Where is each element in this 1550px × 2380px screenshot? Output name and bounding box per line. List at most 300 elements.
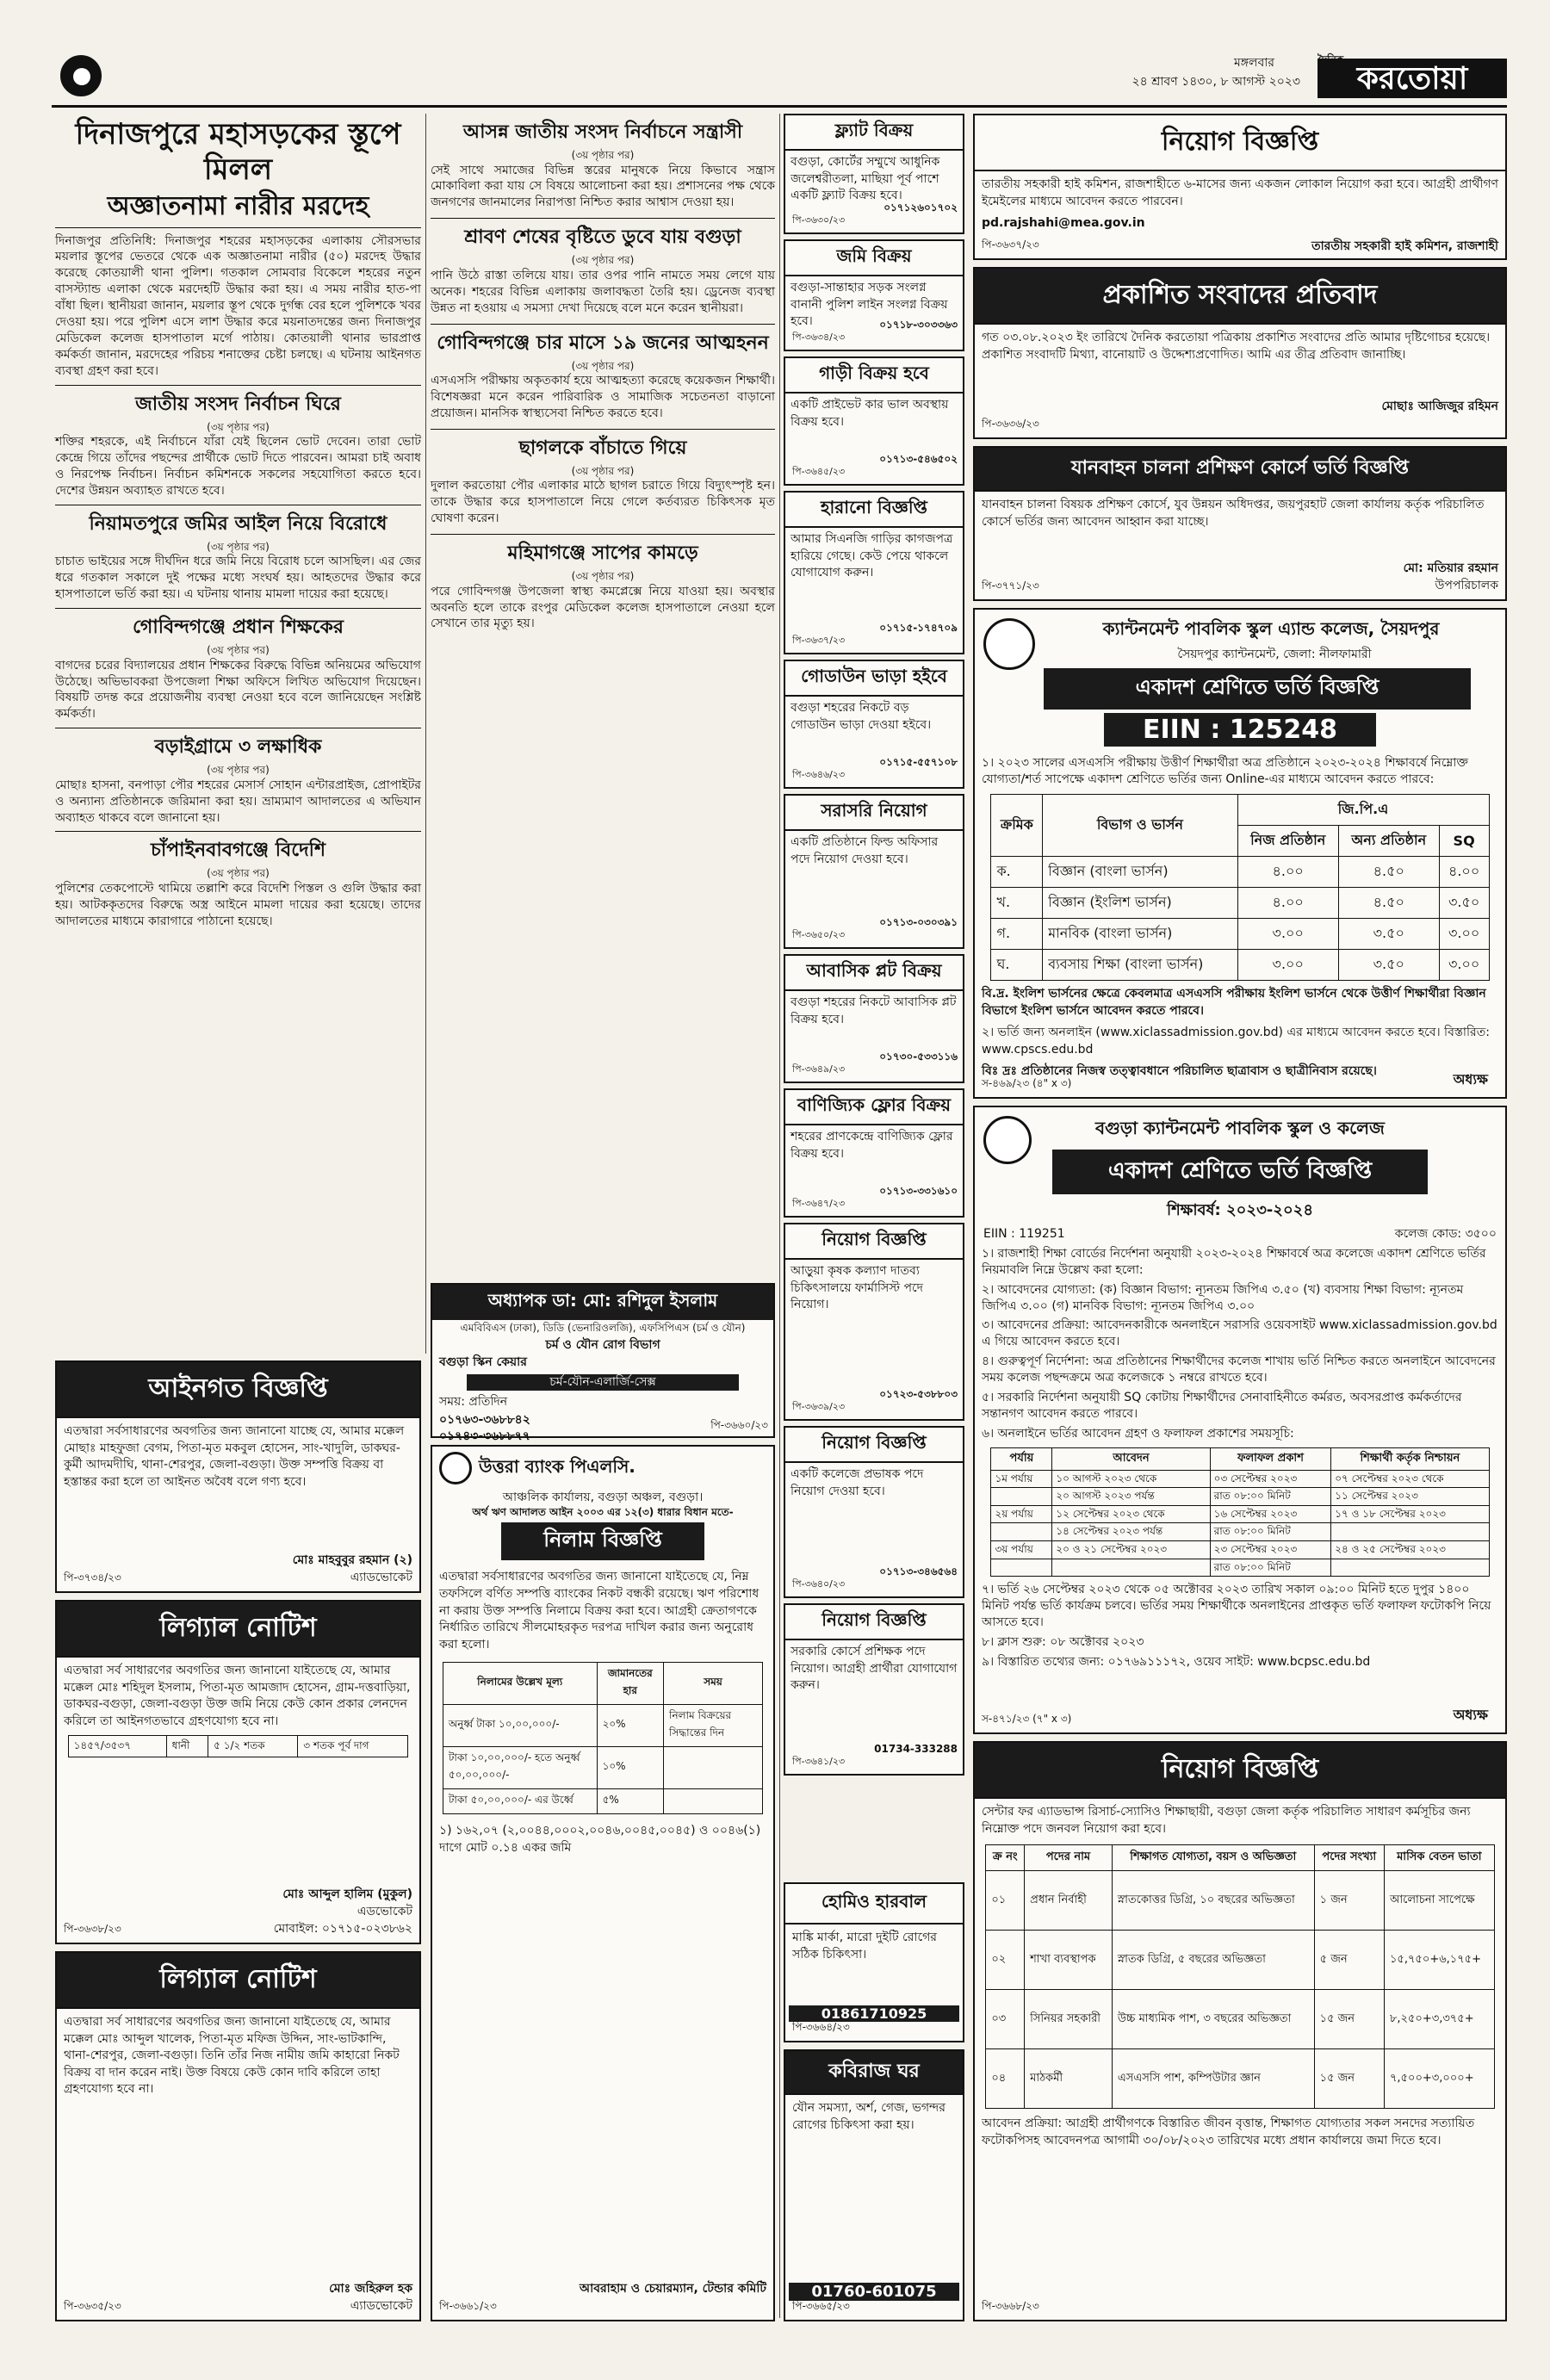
article-body: চাচাত ভাইয়ের সঙ্গে দীর্ঘদিন ধরে জমি নিয়ে বিরোধ চলে আসছিল। এর জের ধরে গতকাল সকালে দুই পক্ষের মধ্যে সংঘর্ষ হয়। আহতদের উদ্ধার করে হাসপাতালে ভর্তি করা হয়। এ ঘটনায় থানায় মামলা দায়ের করা হয়েছে। — [55, 555, 421, 602]
doctor-specialty: চর্ম ও যৌন রোগ বিভাগ — [545, 1337, 660, 1352]
table-cell: সিনিয়র সহকারী — [1025, 1990, 1113, 2049]
article-title: আসন্ন জাতীয় সংসদ নির্বাচনে সন্ত্রাসী — [462, 121, 743, 143]
table-cell: উচ্চ মাধ্যমিক পাশ, ৩ বছরের অভিজ্ঞতা — [1112, 1990, 1314, 2049]
ad-title: যানবাহন চালনা প্রশিক্ষণ কোর্সে ভর্তি বিজ্ঞপ্তি — [975, 448, 1505, 492]
table-header: শিক্ষাগত যোগ্যতা, বয়স ও অভিজ্ঞতা — [1112, 1845, 1314, 1871]
article-title: বড়াইগ্রামে ৩ লক্ষাধিক — [154, 735, 322, 759]
table-cell: এসএসসি পাশ, কম্পিউটার জ্ঞান — [1112, 2049, 1314, 2109]
note-item: ৯। বিস্তারিত তথ্যের জন্য: ০১৭৬৯১১১৭২, ওয়েব সাইট: www.bcpsc.edu.bd — [982, 1654, 1371, 1669]
ad-phone[interactable]: 01861710925 — [789, 2005, 959, 2022]
table-cell: টাকা ১০,০০,০০০/- হতে অনুর্ধ্ব ৫০,০০,০০০/- — [443, 1747, 597, 1789]
ad-title: হোমিও হারবাল — [785, 1884, 963, 1924]
table-header: অন্য প্রতিষ্ঠান — [1338, 826, 1439, 857]
ad-ref: পি-৩৬৩৬/২৩ — [982, 418, 1039, 430]
table-cell: ব্যবসায় শিক্ষা (বাংলা ভার্সন) — [1043, 950, 1237, 981]
table-cell — [1052, 1559, 1210, 1577]
table-cell: বিজ্ঞান (ইংলিশ ভার্সন) — [1043, 888, 1237, 919]
ad-signer: মোঃ আব্দুল হালিম (মুকুল) — [282, 1887, 412, 1902]
hostel-note: বিঃ দ্রঃ প্রতিষ্ঠানের নিজস্ব তত্ত্বাবধানে পরিচালিত ছাত্রাবাস ও ছাত্রীনিবাস রয়েছে। — [982, 1064, 1377, 1079]
ad-body: আমার সিএনজি গাড়ির কাগজপত্র হারিয়ে গেছে। কেউ পেয়ে থাকলে যোগাযোগ করুন। — [790, 532, 953, 580]
apply-line: ২। ভর্তি জন্য অনলাইন (www.xiclassadmission.gov.bd) এর মাধ্যমে আবেদন করতে হবে। বিস্তারিত: www.cpscs.edu.bd — [982, 1026, 1490, 1057]
ad-ref: পি-৩৬৬৮/২৩ — [982, 2300, 1039, 2312]
ad-body: একটি প্রতিষ্ঠানে ফিল্ড অফিসার পদে নিয়োগ দেওয়া হবে। — [790, 835, 939, 866]
auction-schedule: ১) ১৬২,০৭ (২,০০৪৪,০০০২,০০৪৬,০০৪৫,০০৪৫) ও ০০৪৬(১) দাগে মোট ০.১৪ একর জমি — [439, 1824, 761, 1856]
ad-title: আইনগত বিজ্ঞপ্তি — [57, 1362, 419, 1418]
table-row — [443, 1789, 762, 1814]
table-header: আবেদন — [1052, 1447, 1210, 1470]
ad-phone[interactable]: ০১৭১৩-৫৪৬৫০২ — [879, 453, 958, 466]
rule-item: ৬। অনলাইনে ভর্তির আবেদন গ্রহণ ও ফলাফল প্রকাশের সময়সূচি: — [982, 1426, 1294, 1441]
article-body: বাগদের চরের বিদ্যালয়ের প্রধান শিক্ষকের বিরুদ্ধে বিভিন্ন অনিয়মের অভিযোগ উঠেছে। অভিভাবকরা উপজেলা শিক্ষা অফিসে লিখিত অভিযোগ দিয়েছেন। বিষয়টি তদন্ত করে প্রয়োজনীয় ব্যবস্থা নেওয়া হবে বলে জানিয়েছেন সংশ্লিষ্ট কর্মকর্তা। — [55, 658, 421, 722]
ad-phone[interactable]: ০১৭১৮-৩০৩৩৬৩ — [879, 319, 958, 332]
driving-ad — [973, 446, 1507, 601]
ad-body: গত ০৩.০৮.২০২৩ ইং তারিখে দৈনিক করতোয়া পত্রিকায় প্রকাশিত সংবাদের প্রতি আমার দৃষ্টিগোচর হয়েছে। প্রকাশিত সংবাদটি মিথ্যা, বানোয়াট ও উদ্দেশ্যপ্রণোদিত। আমি এর তীব্র প্রতিবাদ জানাচ্ছি। — [982, 331, 1491, 362]
table-cell — [991, 1488, 1052, 1506]
ad-body: বগুড়া-সান্তাহার সড়ক সংলগ্ন বানানী পুলিশ লাইন সংলগ্ন বিক্রয় হবে। — [790, 281, 948, 329]
ad-body: এতদ্বারা সর্ব সাধারণের অবগতির জন্য জানানো যাইতেছে যে, আমার মক্কেল মোঃ আব্দুল খালেক, পিতা-মৃত মফিজ উদ্দিন, সাং-ভাটকান্দি, থানা-শেরপুর, জেলা-বগুড়া। তিনি তাঁর নিজ নামীয় জমি কাহারো নিকট বিক্রয় বা দান করেন নাই। উক্ত বিষয়ে কেউ কোন দাবি করিলে তাহা গ্রহণযোগ্য হবে না। — [64, 2015, 400, 2097]
table-cell — [991, 1523, 1052, 1541]
ad-title: নিয়োগ বিজ্ঞপ্তি — [785, 1605, 963, 1640]
table-cell: প্রধান নির্বাহী — [1025, 1871, 1113, 1931]
ad-ref: পি-৩৬৩৯/২৩ — [792, 1401, 846, 1412]
ad-phone[interactable]: ০১৭১৫-১৭৪৭০৯ — [879, 622, 958, 635]
table-header: SQ — [1439, 826, 1489, 857]
table-row — [986, 1990, 1494, 2049]
table-cell: নিলাম বিক্রয়ের সিদ্ধান্তের দিন — [664, 1705, 763, 1747]
sun-logo-icon — [60, 55, 102, 96]
ad-ref: পি-৩৬৪৭/২৩ — [792, 1198, 846, 1209]
ad-ref: পি-৩৬৩৭/২৩ — [792, 635, 846, 646]
ad-signer: অধ্যক্ষ — [1453, 1071, 1488, 1088]
table-row — [986, 1871, 1494, 1931]
article-body: শক্তির শহরকে, এই নির্বাচনে যাঁরা যেই ছিলেন ভোট দেবেন। তারা ভোট কেন্দ্রে গিয়ে তাঁদের পছন্দের প্রার্থীকে ভোট দিতে পারবেন। আমরা চাই অবাধ ও নিরপেক্ষ নির্বাচন। নির্বাচন কমিশনকে সকলের সহযোগিতা করতে হবে। দেশের উন্নয়ন অব্যাহত রাখতে হবে। — [55, 435, 421, 498]
table-cell: অনুর্ধ্ব টাকা ১০,০০,০০০/- — [443, 1705, 597, 1747]
protest-ad — [973, 267, 1507, 439]
note-item: ৮। ক্লাস শুরু: ০৮ অক্টোবর ২০২৩ — [982, 1634, 1144, 1649]
ad-signer: মো: মতিয়ার রহমান — [1403, 561, 1498, 576]
ad-ref: পি-৩৬৬১/২৩ — [439, 2300, 497, 2312]
table-cell: ১৪৫৭/৩৫৩৭ — [68, 1736, 166, 1757]
table-row — [991, 857, 1489, 888]
academic-year: শিক্ষাবর্ষ: ২০২৩-২০২৪ — [1166, 1201, 1314, 1219]
article-title: জাতীয় সংসদ নির্বাচন ঘিরে — [135, 392, 341, 415]
table-cell: খ. — [991, 888, 1043, 919]
table-cell — [664, 1747, 763, 1789]
article-sub: (৩য় পৃষ্ঠার পর) — [207, 644, 270, 657]
eiin-number: EIIN : 125248 — [1104, 713, 1376, 747]
bank-auction-ad — [431, 1445, 775, 2321]
table-cell: টাকা ৫০,০০,০০০/- এর উর্ধ্বে — [443, 1789, 597, 1814]
article-title: চাঁপাইনবাবগঞ্জে বিদেশি — [151, 839, 326, 862]
ad-role: এডভোকেট — [356, 1905, 412, 1919]
article-title: মহিমাগঞ্জে সাপের কামড়ে — [507, 542, 698, 565]
ad-title: গাড়ী বিক্রয় হবে — [785, 358, 963, 394]
school-address: সৈয়দপুর ক্যান্টনমেন্ট, জেলা: নীলফামারী — [1177, 648, 1372, 661]
ad-role: এ্যাডভোকেট — [350, 1571, 412, 1585]
bottom-ad — [784, 1882, 964, 2042]
article — [55, 831, 421, 929]
table-cell: ১ জন — [1314, 1871, 1384, 1931]
cantonment-saidpur-ad — [973, 608, 1507, 1099]
table-cell: ৫ ১/২ শতক — [208, 1736, 298, 1757]
table-cell: ১২ সেপ্টেম্বর ২০২৩ থেকে — [1052, 1505, 1210, 1523]
ad-footer: আবেদন প্রক্রিয়া: আগ্রহী প্রার্থীগণকে বিস্তারিত জীবন বৃত্তান্ত, শিক্ষাগত যোগ্যতার সকল সনদের সত্যায়িত ফটোকপিসহ আবেদনপত্র আগামী ৩০/০৮/২০২৩ তারিখের মধ্যে প্রধান কার্যালয়ে জমা দিতে হবে। — [982, 2117, 1475, 2148]
article — [431, 534, 775, 632]
doctor-name: অধ্যাপক ডা: মো: রশিদুল ইসলাম — [432, 1285, 773, 1320]
legal-notice-2 — [55, 1600, 421, 1944]
table-cell: ৪.০০ — [1237, 888, 1338, 919]
table-cell: ৩.০০ — [1439, 919, 1489, 950]
ad-ref: পি-৩৬৬৫/২৩ — [792, 2300, 850, 2312]
table-row — [986, 1931, 1494, 1990]
gpa-table — [990, 794, 1489, 981]
ad-body: সরকারি কোর্সে প্রশিক্ষক পদে নিয়োগ। আগ্রহী প্রার্থীরা যোগাযোগ করুন। — [790, 1645, 958, 1693]
table-cell: ০২ — [986, 1931, 1025, 1990]
school-crest-icon — [983, 1116, 1032, 1164]
ad-body: এতদ্বারা সর্বসাধারণের অবগতির জন্য জানানো যাচ্ছে যে, আমার মক্কেল মোছাঃ মাহফুজা বেগম, পিতা-মৃত মকবুল হোসেন, সাং-খাদুলি, ডাকঘর-কুর্মী আদমদীঘি, থানা-শেরপুর, জেলা-বগুড়া। উক্ত সম্পত্তি বিক্রয় বা হস্তান্তর করা হলে তা আইনত অবৈধ বলে গণ্য হবে। — [64, 1424, 405, 1489]
ad-ref: পি-৩৬৩৭/২৩ — [982, 239, 1039, 251]
ad-phone: মোবাইল: ০১৭১৫-০২৩৮৬২ — [273, 1922, 412, 1937]
rule-item: ১। রাজশাহী শিক্ষা বোর্ডের নির্দেশনা অনুযায়ী ২০২৩-২০২৪ শিক্ষাবর্ষে অত্র কলেজে একাদশ শ্রেণিতে ভর্তির নিয়মাবলি নিম্নে উল্লেখ করা হলো: — [982, 1246, 1486, 1277]
table-cell: ০৪ — [986, 2049, 1025, 2109]
ad-ref: পি-৩৬৪৬/২৩ — [792, 769, 846, 780]
admission-intro: ১। ২০২৩ সালের এসএসসি পরীক্ষায় উত্তীর্ণ শিক্ষার্থীরা অত্র প্রতিষ্ঠানে ২০২৩-২০২৪ শিক্ষাবর্ষে নিম্নোক্ত যোগ্যতা/শর্ত সাপেক্ষে একাদশ শ্রেণিতে ভর্তির জন্য Online-এর মাধ্যমে আবেদন করতে পারবে: — [982, 755, 1468, 787]
table-header: ক্র নং — [986, 1845, 1025, 1871]
article-body: এসএসসি পরীক্ষায় অকৃতকার্য হয়ে আত্মহত্যা করেছে কয়েকজন শিক্ষার্থী। বিশেষজ্ঞরা মনে করেন পারিবারিক ও সামাজিক সচেতনতা বাড়ানো প্রয়োজন। মানসিক স্বাস্থ্যসেবা নিশ্চিত করতে হবে। — [431, 374, 775, 420]
lead-headline-1: দিনাজপুরে মহাসড়কের স্তূপে মিলল — [75, 117, 401, 187]
doctor-degrees: এমবিবিএস (ঢাকা), ডিডি (ভেনারিওলজি), এফসিপিএস (চর্ম ও যৌন) — [460, 1322, 746, 1334]
table-cell: মাঠকর্মী — [1025, 2049, 1113, 2109]
table-header: পদের সংখ্যা — [1314, 1845, 1384, 1871]
article-sub: (৩য় পৃষ্ঠার পর) — [571, 254, 635, 267]
table-cell — [1331, 1523, 1489, 1541]
article-sub: (৩য় পৃষ্ঠার পর) — [571, 359, 635, 372]
college-code: কলেজ কোড: ৩৫০০ — [1394, 1227, 1497, 1241]
table-header: পদের নাম — [1025, 1845, 1113, 1871]
legal-notice-1 — [55, 1360, 421, 1593]
ad-phone[interactable]: ০১৭১৩-৩৩১৬১০ — [879, 1185, 958, 1198]
table-cell: গ. — [991, 919, 1043, 950]
ad-phone[interactable]: ০১৭১২৬০১৭০২ — [884, 201, 958, 214]
article — [55, 505, 421, 603]
table-row — [68, 1736, 408, 1757]
table-cell: ১৫,৭৫০+৬,১৭৫+ — [1384, 1931, 1494, 1990]
table-cell: ১ম পর্যায় — [991, 1470, 1052, 1488]
admission-banner: একাদশ শ্রেণিতে ভর্তি বিজ্ঞপ্তি — [1044, 668, 1471, 710]
table-cell: ৩.৫০ — [1338, 950, 1439, 981]
ad-ref: পি-৩৬৪৯/২৩ — [792, 1063, 846, 1075]
table-cell: ২৪ ও ২৫ সেপ্টেম্বর ২০২৩ — [1331, 1540, 1489, 1559]
admission-notes — [975, 1580, 1505, 1671]
table-cell: শাখা ব্যবস্থাপক — [1025, 1931, 1113, 1990]
ad-phone[interactable]: ০১৭৩০-৫৩৩১১৬ — [879, 1051, 958, 1063]
article-body: দুলাল করতোয়া পৌর এলাকার মাঠে ছাগল চরাতে গিয়ে বিদ্যুৎস্পৃষ্ট হন। তাকে উদ্ধার করে হাসপাতালে নিয়ে গেলে কর্তব্যরত চিকিৎসক মৃত ঘোষণা করেন। — [431, 479, 775, 526]
ad-body: বগুড়া শহরের নিকটে আবাসিক প্লট বিক্রয় হবে। — [790, 995, 957, 1026]
ad-ref: স-৪৬৯/২৩ (৪" x ৩) — [982, 1077, 1072, 1089]
job-table — [985, 1844, 1494, 2109]
date-day: মঙ্গলবার — [1233, 56, 1274, 70]
classified-ad — [784, 1603, 964, 1776]
table-row — [443, 1705, 762, 1747]
table-cell: ২০% — [597, 1705, 663, 1747]
article — [431, 429, 775, 527]
article-body: মোছাঃ হাসনা, বনপাড়া পৌর শহরের মেসার্স সোহান এন্টারপ্রাইজ, প্রোপাইটর ও অন্যান্য প্রতিষ্ঠানকে জরিমানা করা হয়। ভ্রাম্যমাণ আদালতের এ অভিযান অব্যাহত থাকবে বলে জানানো হয়। — [55, 778, 421, 825]
ad-body: একটি কলেজে প্রভাষক পদে নিয়োগ দেওয়া হবে। — [790, 1467, 924, 1498]
doctor-phone[interactable]: ০১৭৪৩-৩৬৮৮৭৭ — [439, 1429, 530, 1444]
school-name: ক্যান্টনমেন্ট পাবলিক স্কুল এ্যান্ড কলেজ, সৈয়দপুর — [1102, 618, 1440, 639]
table-cell: স্নাতকোত্তর ডিগ্রি, ১০ বছরের অভিজ্ঞতা — [1112, 1871, 1314, 1931]
table-cell: রাত ০৮:০০ মিনিট — [1210, 1488, 1331, 1506]
left-articles — [55, 385, 421, 930]
ad-title: জমি বিক্রয় — [785, 241, 963, 276]
article-body: পরে গোবিন্দগঞ্জ উপজেলা স্বাস্থ্য কমপ্লেক্সে নিয়ে যাওয়া হয়। অবস্থার অবনতি হলে তাকে রংপুর মেডিকেল কলেজ হাসপাতালে নেওয়া হলে সেখানে তার মৃত্যু হয়। — [431, 584, 775, 631]
ad-title: ফ্ল্যাট বিক্রয় — [785, 115, 963, 151]
table-header: পর্যায় — [991, 1447, 1052, 1470]
article-title: শ্রাবণ শেষের বৃষ্টিতে ডুবে যায় বগুড়া — [464, 226, 741, 249]
article — [431, 218, 775, 316]
ad-ref: পি-৩৭৩৪/২৩ — [64, 1571, 121, 1584]
article-sub: (৩য় পৃষ্ঠার পর) — [207, 420, 270, 433]
table-row — [991, 950, 1489, 981]
article — [431, 324, 775, 422]
job-ad-top — [973, 114, 1507, 260]
ad-body: বগুড়া শহরের নিকটে বড় গোডাউন ভাড়া দেওয়া হইবে। — [790, 701, 932, 732]
doctor-time: সময়: প্রতিদিন — [439, 1395, 508, 1410]
article-title: নিয়ামতপুরে জমির আইল নিয়ে বিরোধে — [89, 511, 388, 535]
table-cell: ক. — [991, 857, 1043, 888]
table-header: নিজ প্রতিষ্ঠান — [1237, 826, 1338, 857]
table-header: শিক্ষার্থী কর্তৃক নিশ্চায়ন — [1331, 1447, 1489, 1470]
table-row — [991, 1559, 1489, 1577]
legal-notice-3 — [55, 1951, 421, 2321]
table-cell: ০১ — [986, 1871, 1025, 1931]
table-cell — [1331, 1559, 1489, 1577]
clinic-name: বগুড়া স্কিন কেয়ার — [439, 1355, 527, 1370]
ad-signer: মোঃ মাহবুবুর রহমান (২) — [292, 1553, 412, 1568]
table-cell: ৫% — [597, 1789, 663, 1814]
article-sub: (৩য় পৃষ্ঠার পর) — [571, 570, 635, 583]
english-note: বি.দ্র. ইংলিশ ভার্সনের ক্ষেত্রে কেবলমাত্র এসএসসি পরীক্ষায় ইংলিশ ভার্সনে থেকে উত্তীর্ণ শিক্ষার্থীরা বিজ্ঞান বিভাগে ইংলিশ ভার্সনে আবেদন করতে পারবে। — [982, 987, 1486, 1018]
table-row — [991, 1488, 1489, 1506]
table-cell: বিজ্ঞান (বাংলা ভার্সন) — [1043, 857, 1237, 888]
ad-title: লিগ্যাল নোটিশ — [57, 1602, 419, 1658]
table-header: নিলামের উল্লেখ মূল্য — [443, 1663, 597, 1705]
article-title: গোবিন্দগঞ্জে প্রধান শিক্ষকের — [132, 616, 344, 639]
ad-ref: পি-৩৬৩৮/২৩ — [64, 1923, 121, 1935]
ad-role: এ্যাডভোকেট — [350, 2299, 412, 2314]
ad-phone[interactable]: ০১৭১৫-৫৫৭১০৮ — [879, 756, 958, 769]
ad-ref: পি-৩৬৪০/২৩ — [792, 1578, 846, 1590]
ad-body: শহরের প্রাণকেন্দ্রে বাণিজ্যিক ফ্লোর বিক্রয় হবে। — [790, 1130, 953, 1161]
table-cell: ২য় পর্যায় — [991, 1505, 1052, 1523]
article-sub: (৩য় পৃষ্ঠার পর) — [571, 149, 635, 161]
ad-role: উপপরিচালক — [1435, 579, 1498, 593]
column-rule — [779, 114, 780, 2318]
rule-item: ২। আবেদনের যোগ্যতা: (ক) বিজ্ঞান বিভাগ: ন্যূনতম জিপিএ ৩.৫০ (খ) ব্যবসায় শিক্ষা বিভাগ: ন্যূনতম জিপিএ ৩.০০ (গ) মানবিক বিভাগ: ন্যূনতম জিপিএ ৩.০০ — [982, 1282, 1464, 1313]
table-cell: ১৫ জন — [1314, 1990, 1384, 2049]
table-row — [991, 919, 1489, 950]
table-cell: ৩.০০ — [1237, 919, 1338, 950]
table-cell: ১৫ জন — [1314, 2049, 1384, 2109]
table-cell: ৩.৫০ — [1439, 888, 1489, 919]
rule-item: ৫। সরকারি নির্দেশনা অনুযায়ী SQ কোটায় শিক্ষার্থীদের সেনাবাহিনীতে কর্মরত, অবসরপ্রাপ্ত কর্মকর্তাদের সন্তানগণ আবেদন করতে পারবে। — [982, 1391, 1462, 1421]
ad-title: বাণিজ্যিক ফ্লোর বিক্রয় — [785, 1090, 963, 1125]
school-crest-icon — [983, 618, 1035, 670]
ad-body: একটি প্রাইভেট কার ভাল অবস্থায় বিক্রয় হবে। — [790, 398, 949, 429]
ad-title: নিয়োগ বিজ্ঞপ্তি — [785, 1428, 963, 1463]
ad-phone[interactable]: 01734-333288 — [874, 1743, 958, 1756]
ad-title: প্রকাশিত সংবাদের প্রতিবাদ — [975, 269, 1505, 325]
table-cell: ১৪ সেপ্টেম্বর ২০২৩ পর্যন্ত — [1052, 1523, 1210, 1541]
table-cell — [664, 1789, 763, 1814]
note-item: ৭। ভর্তি ২৬ সেপ্টেম্বর ২০২৩ থেকে ০৫ অক্টোবর ২০২৩ তারিখ সকাল ০৯:০০ মিনিট হতে দুপুর ১৪০০ মিনিট পর্যন্ত ভর্তি কার্যক্রম চলবে। ভর্তির সময় শিক্ষার্থীকে অনলাইনের প্রাপ্তকৃত ভর্তি ফলাফল ফটোকপি নিয়ে আসতে হবে। — [982, 1583, 1491, 1629]
article-body: সেই সাথে সমাজের বিভিন্ন স্তরের মানুষকে নিয়ে কিভাবে সন্ত্রাস মোকাবিলা করা যায় সে বিষয়ে আলোচনা করা হয়। প্রশাসনের পক্ষ থেকে জনগণের জানমালের নিরাপত্তা নিশ্চিত করার আশ্বাস দেওয়া হয়। — [431, 163, 775, 210]
ad-phone[interactable]: 01760-601075 — [789, 2283, 959, 2301]
table-cell: ৮,২৫০+৩,৩৭৫+ — [1384, 1990, 1494, 2049]
table-cell: ৩.০০ — [1439, 950, 1489, 981]
table-cell: ঘ. — [991, 950, 1043, 981]
ad-ref: স-৪৭১/২৩ (৭" x ৩) — [982, 1713, 1072, 1725]
table-cell: স্নাতক ডিগ্রি, ৫ বছরের অভিজ্ঞতা — [1112, 1931, 1314, 1990]
table-row — [991, 1523, 1489, 1541]
table-cell: ৩ শতক পূর্ব দাগ — [298, 1736, 408, 1757]
doctor-ad — [431, 1283, 775, 1444]
rule-item: ৩। আবেদনের প্রক্রিয়া: আবেদনকারীকে অনলাইনে সরাসরি ওয়েবসাইট www.xiclassadmission.gov.bd এ গিয়ে আবেদন করতে হবে। — [982, 1318, 1497, 1349]
ad-body: আড়ুয়া কৃষক কল্যাণ দাতব্য চিকিৎসালয়ে ফার্মাসিস্ট পদে নিয়োগ। — [790, 1264, 923, 1312]
ad-title: নিয়োগ বিজ্ঞপ্তি — [785, 1224, 963, 1260]
ad-intro: সেন্টার ফর এ্যাডভান্স রিসার্চ-স্যোসিও শিক্ষাছায়ী, বগুড়া জেলা কর্তৃক পরিচালিত সাধারণ কর্মসূচির জন্য নিম্নোক্ত পদে জনবল নিয়োগ করা হবে। — [982, 1805, 1471, 1836]
lead-body: দিনাজপুর প্রতিনিধি: দিনাজপুর শহরের মহাসড়কের এলাকায় সৌরসভার ময়লার স্তূপের ভেতরে থেকে এক অজ্ঞাতনামা নারীর (৫০) মরদেহ উদ্ধার করেছে কোতয়ালী থানা পুলিশ। গতকাল সোমবার বিকেলে শহরের নতুন বাসস্ট্যান্ড এলাকা থেকে মরদেহটি উদ্ধার করা হয়। এ সময় নারীর হাত-পা বাঁধা ছিল। স্থানীয়রা জানান, ময়লার স্তূপ থেকে দুর্গন্ধ বের হলে পুলিশকে খবর দেওয়া হয়। পরে পুলিশ এসে লাশ উদ্ধার করে ময়নাতদন্তের জন্য দিনাজপুর মেডিকেল কলেজ হাসপাতাল মর্গে পাঠায়। কোতয়ালী থানার ভারপ্রাপ্ত কর্মকর্তা জানান, মরদেহের পরিচয় শনাক্তের চেষ্টা চলছে। এ ঘটনায় আইনগত ব্যবস্থা গ্রহণ করা হবে। — [55, 233, 425, 378]
bank-logo-icon — [439, 1452, 472, 1484]
table-cell: ৪.০০ — [1237, 857, 1338, 888]
table-header: বিভাগ ও ভার্সন — [1043, 795, 1237, 857]
article-sub: (৩য় পৃষ্ঠার পর) — [207, 867, 270, 880]
article-sub: (৩য় পৃষ্ঠার পর) — [207, 764, 270, 777]
table-row — [443, 1747, 762, 1789]
ad-body: যানবাহন চালনা বিষয়ক প্রশিক্ষণ কোর্সে, যুব উন্নয়ন অধিদপ্তর, জয়পুরহাট জেলা কার্যালয় কর্তৃক পরিচালিত কোর্সে ভর্তির জন্য আবেদন আহ্বান করা যাচ্ছে। — [982, 498, 1485, 529]
doctor-phone[interactable]: ০১৭৬৩-৩৬৮৮৪২ — [439, 1413, 530, 1428]
table-row — [991, 1470, 1489, 1488]
ad-signer: মোছাঃ আজিজুর রহিমন — [1381, 400, 1498, 414]
article — [55, 608, 421, 722]
rule-item: ৪। গুরুত্বপূর্ণ নির্দেশনা: অত্র প্রতিষ্ঠানের শিক্ষার্থীদের কলেজ শাখায় ভর্তি নিশ্চিত করতে অনলাইনে আবেদনের সময় কলেজ পছন্দক্রমে অত্র কলেজকে ১ নম্বরে রাখতে হবে। — [982, 1354, 1496, 1385]
table-row — [991, 1505, 1489, 1523]
table-row — [991, 1540, 1489, 1559]
schedule-table — [990, 1447, 1489, 1577]
cantonment-bogura-ad — [973, 1106, 1507, 1734]
table-cell — [991, 1559, 1052, 1577]
table-cell: ১৬ সেপ্টেম্বর ২০২৩ — [1210, 1505, 1331, 1523]
ad-ref: পি-৩৬৩০/২৩ — [792, 214, 846, 226]
table-cell: ২০ ও ২১ সেপ্টেম্বর ২০২৩ — [1052, 1540, 1210, 1559]
ad-title: নিয়োগ বিজ্ঞপ্তি — [975, 1743, 1505, 1799]
table-cell: ৪.৫০ — [1338, 857, 1439, 888]
lead-story — [55, 114, 425, 1354]
middle-articles — [431, 114, 775, 1276]
table-cell: ০৩ — [986, 1990, 1025, 2049]
admission-rules — [975, 1244, 1505, 1444]
table-row — [986, 2049, 1494, 2109]
column-rule — [425, 114, 426, 1354]
article — [55, 385, 421, 499]
date-full: ২৪ শ্রাবণ ১৪৩০, ৮ আগস্ট ২০২৩ — [1132, 75, 1300, 89]
table-cell: ১০% — [597, 1747, 663, 1789]
table-header: মাসিক বেতন ভাতা — [1384, 1845, 1494, 1871]
table-cell: ১০ আগস্ট ২০২৩ থেকে — [1052, 1470, 1210, 1488]
ad-body: এতদ্বারা সর্ব সাধারণের অবগতির জন্য জানানো যাইতেছে যে, আমার মক্কেল মোঃ শহিদুল ইসলাম, পিতা-মৃত আমজাদ হোসেন, গ্রাম-দত্তবাড়িয়া, ডাকঘর-বগুড়া, জেলা-বগুড়া উক্ত জমি নিয়ে কেউ কোন প্রকার লেনদেন করিলে তা আইনগতভাবে গ্রহণযোগ্য হবে না। — [64, 1664, 411, 1728]
table-cell: ০৩ সেপ্টেম্বর ২০২৩ — [1210, 1470, 1331, 1488]
ad-title: হারানো বিজ্ঞপ্তি — [785, 493, 963, 528]
ad-ref: পি-৩৬৬৪/২৩ — [792, 2021, 850, 2033]
ad-body: বগুড়া, কোর্টের সম্মুখে আধুনিক জলেশ্বরীতলা, মাছিয়া পূর্ব পাশে একটি ফ্ল্যাট বিক্রয় হবে। — [790, 155, 940, 203]
ad-phone[interactable]: ০১৭২৩-৫৩৮৮০৩ — [879, 1388, 958, 1401]
table-cell: ধানী — [166, 1736, 208, 1757]
ad-body: যৌন সমস্যা, অর্শ, গেজ, ভগন্দর রোগের চিকিৎসা করা হয়। — [792, 2101, 946, 2132]
ad-ref: পি-৩৬৩৪/২৩ — [792, 332, 846, 343]
table-cell: ৩.০০ — [1237, 950, 1338, 981]
table-cell: ৩.৫০ — [1338, 919, 1439, 950]
table-cell: আলোচনা সাপেক্ষে — [1384, 1871, 1494, 1931]
ad-phone[interactable]: ০১৭১৩-৩৪৬৫৬৪ — [879, 1565, 958, 1578]
article — [55, 728, 421, 826]
ad-title: সরাসরি নিয়োগ — [785, 796, 963, 831]
article-body: পুলিশের তেকপোস্টে থামিয়ে তল্লাশি করে বিদেশি পিস্তল ও গুলি উদ্ধার করা হয়। আটককৃতদের বিরুদ্ধে অস্ত্র আইনে মামলা দায়ের করা হয়েছে। তাদের আদালতের মাধ্যমে কারাগারে পাঠানো হয়েছে। — [55, 882, 421, 928]
ad-title: গোডাউন ভাড়া হইবে — [785, 661, 963, 697]
ad-title: কবিরাজ ঘর — [785, 2051, 963, 2095]
article-sub: (৩য় পৃষ্ঠার পর) — [571, 464, 635, 477]
school-name: বগুড়া ক্যান্টনমেন্ট পাবলিক স্কুল ও কলেজ — [1095, 1118, 1385, 1138]
table-cell: রাত ০৮:০০ মিনিট — [1210, 1559, 1331, 1577]
masthead-rule — [52, 105, 1507, 108]
ad-title: নিয়োগ বিজ্ঞপ্তি — [975, 115, 1505, 171]
article — [431, 114, 775, 211]
lead-headline-2: অজ্ঞাতনামা নারীর মরদেহ — [55, 191, 421, 228]
table-cell: ৩য় পর্যায় — [991, 1540, 1052, 1559]
ad-signer: তারতীয় সহকারী হাই কমিশন, রাজশাহী — [1311, 239, 1498, 254]
eiin-number: EIIN : 119251 — [983, 1227, 1065, 1241]
ad-body: মাঙ্কি মার্কা, মারো দুইটি রোগের সঠিক চিকিৎসা। — [792, 1931, 937, 1962]
auction-body: এতদ্বারা সর্বসাধারণের অবগতির জন্য জানানো যাইতেছে যে, নিম্ন তফসিলে বর্ণিত সম্পত্তি ব্যাংকের নিকট বন্ধকী রয়েছে। ঋণ পরিশোধ না করায় উক্ত সম্পত্তি নিলামে বিক্রয় করা হবে। আগ্রহী ক্রেতাগণকে নির্ধারিত তারিখে সীলমোহরকৃত দরপত্র দাখিল করার জন্য অনুরোধ করা হলো। — [439, 1570, 760, 1652]
deposit-table — [443, 1662, 763, 1814]
article-sub: (৩য় পৃষ্ঠার পর) — [207, 540, 270, 553]
ad-title: আবাসিক প্লট বিক্রয় — [785, 956, 963, 991]
table-cell: ১১ সেপ্টেম্বর ২০২৩ — [1331, 1488, 1489, 1506]
mid-article-list — [431, 114, 775, 632]
bottom-ad — [784, 2049, 964, 2321]
ad-phone[interactable]: ০১৭১৩-০৩০৩৯১ — [879, 916, 958, 929]
table-cell: ৭,৫০০+৩,০০০+ — [1384, 2049, 1494, 2109]
table-cell: মানবিক (বাংলা ভার্সন) — [1043, 919, 1237, 950]
job-ad-bottom — [973, 1741, 1507, 2321]
ad-ref: পি-৩৬৬০/২৩ — [710, 1419, 768, 1432]
article-body: পানি উঠে রাস্তা তলিয়ে যায়। তার ওপর পানি নামতে সময় লেগে যায় অনেক। শহরের বিভিন্ন এলাকায় জলাবদ্ধতা তৈরি হয়। ড্রেনেজ ব্যবস্থা উন্নত না হওয়ায় এ সমস্যা দেখা দিয়েছে বলে মনে করেন স্থানীয়রা। — [431, 268, 775, 315]
table-cell: ২৩ সেপ্টেম্বর ২০২৩ — [1210, 1540, 1331, 1559]
table-cell: ৪.৫০ — [1338, 888, 1439, 919]
table-header: সময় — [664, 1663, 763, 1705]
land-table — [68, 1735, 409, 1757]
table-header: জামানতের হার — [597, 1663, 663, 1705]
article-title: ছাগলকে বাঁচাতে গিয়ে — [518, 436, 687, 459]
table-cell: ৫ জন — [1314, 1931, 1384, 1990]
table-cell: ২০ আগস্ট ২০২৩ পর্যন্ত — [1052, 1488, 1210, 1506]
auction-title: নিলাম বিজ্ঞপ্তি — [501, 1522, 704, 1560]
admission-banner: একাদশ শ্রেণিতে ভর্তি বিজ্ঞপ্তি — [1052, 1150, 1428, 1194]
ad-email[interactable]: pd.rajshahi@mea.gov.in — [982, 216, 1145, 231]
table-row — [991, 888, 1489, 919]
small-ads-area — [784, 114, 964, 1621]
table-cell: ৪.০০ — [1439, 857, 1489, 888]
ad-signer: আবরাহাম ও চেয়ারম্যান, টেন্ডার কমিটি — [579, 2282, 766, 2296]
